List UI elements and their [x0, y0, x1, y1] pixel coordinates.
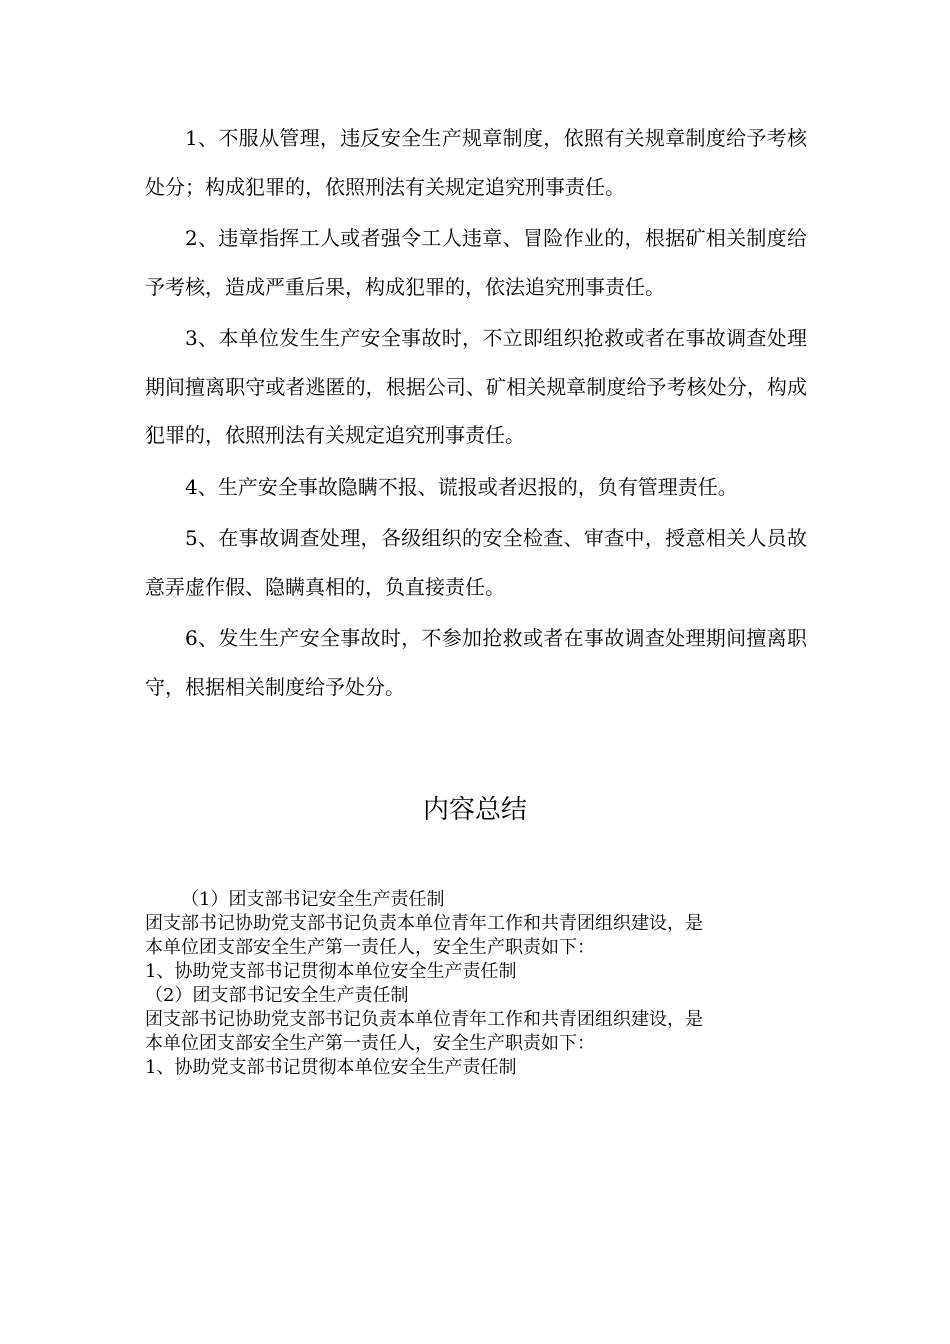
- clause-paragraph-1: 1、不服从管理，违反安全生产规章制度，依照有关规章制度给予考核处分；构成犯罪的，依照刑法有关规定追究刑事责任。: [145, 126, 807, 199]
- summary-line-8: 1、协助党支部书记贯彻本单位安全生产责任制: [145, 1057, 517, 1078]
- summary-section: [145, 888, 807, 1080]
- clause-paragraph-6: 6、发生生产安全事故时，不参加抢救或者在事故调查处理期间擅离职守，根据相关制度给予处分。: [145, 626, 807, 699]
- summary-line-1: （1）团支部书记安全生产责任制: [181, 889, 445, 910]
- summary-line-5: （2）团支部书记安全生产责任制: [145, 985, 409, 1006]
- clause-paragraph-5: 5、在事故调查处理，各级组织的安全检查、审查中，授意相关人员故意弄虚作假、隐瞒真相的，负直接责任。: [145, 526, 807, 599]
- summary-line-7: 本单位团支部安全生产第一责任人，安全生产职责如下：: [145, 1033, 595, 1054]
- clause-paragraph-3: 3、本单位发生生产安全事故时，不立即组织抢救或者在事故调查处理期间擅离职守或者逃匿的，根据公司、矿相关规章制度给予考核处分，构成犯罪的，依照刑法有关规定追究刑事责任。: [145, 326, 807, 447]
- responsibility-clauses: [145, 114, 807, 714]
- summary-line-4: 1、协助党支部书记贯彻本单位安全生产责任制: [145, 961, 517, 982]
- clause-paragraph-4: 4、生产安全事故隐瞒不报、谎报或者迟报的，负有管理责任。: [185, 474, 738, 499]
- clause-paragraph-2: 2、违章指挥工人或者强令工人违章、冒险作业的，根据矿相关制度给予考核，造成严重后果，构成犯罪的，依法追究刑事责任。: [145, 226, 807, 299]
- summary-line-2: 团支部书记协助党支部书记负责本单位青年工作和共青团组织建设，是: [145, 913, 703, 934]
- summary-line-6: 团支部书记协助党支部书记负责本单位青年工作和共青团组织建设，是: [145, 1009, 703, 1030]
- summary-heading: 内容总结: [422, 795, 527, 825]
- summary-line-3: 本单位团支部安全生产第一责任人，安全生产职责如下：: [145, 937, 595, 958]
